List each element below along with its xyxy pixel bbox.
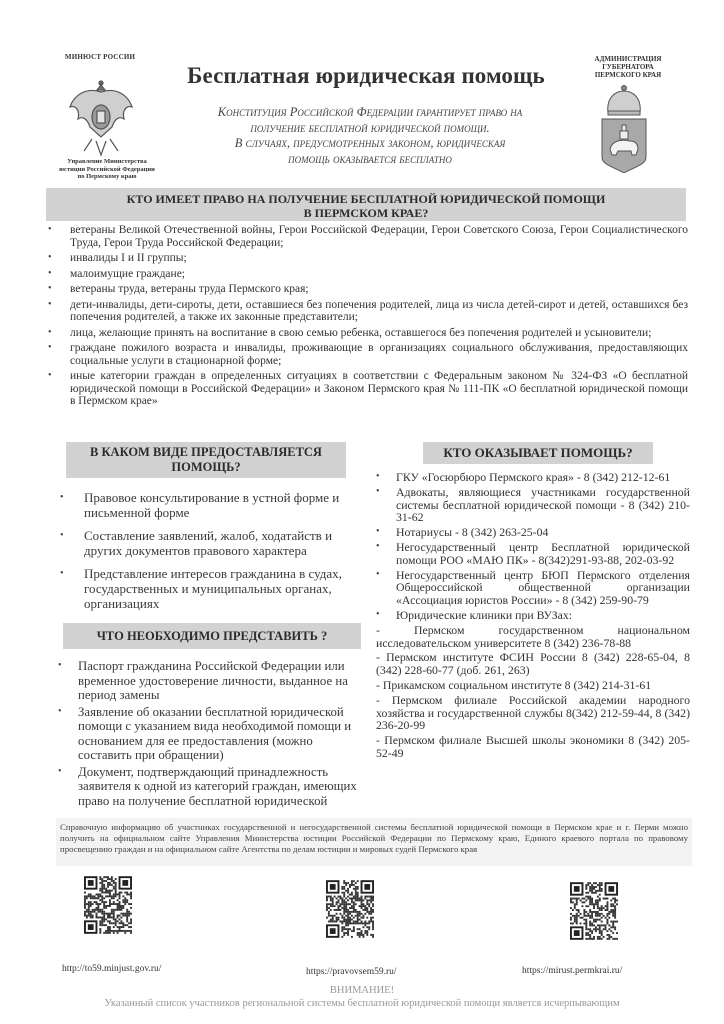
list-item <box>376 471 690 484</box>
list-item <box>48 283 688 296</box>
bullet-icon: • <box>48 370 52 381</box>
clinic-item: - Пермском филиале Высшей школы экономики 8 (342) 205-52-49 <box>376 733 690 760</box>
list-item <box>58 705 368 763</box>
list-item <box>48 252 688 265</box>
list-item-text: Паспорт гражданина Российской Федерации или временное удостоверение личности, выданное на период замены <box>78 659 348 702</box>
list-item <box>376 569 690 607</box>
link-mirust[interactable]: https://mirust.permkrai.ru/ <box>522 966 623 976</box>
list-item-text: Составление заявлений, жалоб, ходатайств и других документов правового характера <box>84 528 333 558</box>
page-title: Бесплатная юридическая помощь <box>187 63 545 88</box>
minjust-department-line: юстиции Российской Федерации <box>59 165 155 173</box>
list-item-text: инвалиды I и II группы; <box>70 252 187 264</box>
qr-code-icon[interactable] <box>326 880 374 938</box>
section-heading-who-eligible <box>46 188 686 221</box>
clinic-item: - Прикамском социальном институте 8 (342) 214-31-61 <box>376 677 652 692</box>
clinic-item: - Пермском государственном национальном исследовательском университете 8 (342) 236-78-88 <box>376 622 690 650</box>
list-item-text: Юридические клиники при ВУЗах: <box>396 607 573 622</box>
bullet-icon: • <box>48 224 52 235</box>
statement-line: Конституция Российской Федерации гарантирует право на <box>217 105 523 119</box>
clinic-item: - Пермском институте ФСИН России 8 (342) 228-65-04, 8 (342) 228-60-77 (доб. 261, 263) <box>376 650 690 678</box>
qr-code-icon[interactable] <box>84 876 132 934</box>
list-item-text: граждане пожилого возраста и инвалиды, проживающие в организациях социального обслуживания, предоставляющих социальные услуги в стационарной форме; <box>70 342 688 367</box>
list-item-text: ветераны труда, ветераны труда Пермского края; <box>70 283 309 295</box>
providers-list <box>376 471 690 762</box>
bullet-icon: • <box>60 530 64 541</box>
list-item <box>58 659 368 703</box>
list-item-text: ветераны Великой Отечественной войны, Герои Российской Федерации, Герои Советского Союза, Герои Социалистического Труда, Герои Труда Российской Федерации; <box>70 224 688 249</box>
admin-line: ПЕРМСКОГО КРАЯ <box>594 71 662 79</box>
bullet-icon: • <box>58 765 62 777</box>
bullet-icon: • <box>376 485 380 497</box>
list-item <box>376 526 690 539</box>
qr-code-icon[interactable] <box>570 882 618 940</box>
perm-krai-coat-of-arms-icon <box>598 83 650 173</box>
list-item <box>48 224 688 249</box>
bullet-icon: • <box>376 608 380 620</box>
double-headed-eagle-emblem-icon <box>66 77 136 157</box>
list-item <box>48 268 688 281</box>
bullet-icon: • <box>48 298 52 310</box>
list-item-text: Нотариусы - 8 (342) 263-25-04 <box>396 525 549 540</box>
minjust-department <box>42 158 172 181</box>
bullet-icon: • <box>376 568 380 580</box>
bullet-icon: • <box>48 252 52 263</box>
bullet-icon: • <box>60 568 64 579</box>
bullet-icon: • <box>376 471 380 482</box>
list-item-text: иные категории граждан в определенных ситуациях в соответствии с Федеральным законом № 324-ФЗ «О бесплатной юридической помощи в Российской Федерации» и Законом Пермского края № 111-ПК «О бесплатной юридической помощи в Пермском крае» <box>70 370 688 407</box>
statement-line: помощь оказывается бесплатно <box>288 151 452 166</box>
list-item-text: малоимущие граждане; <box>70 267 185 280</box>
bullet-icon: • <box>48 267 52 279</box>
bullet-icon: • <box>376 540 380 552</box>
list-item <box>376 609 690 622</box>
list-item <box>58 765 368 809</box>
link-pravovsem[interactable]: https://pravovsem59.ru/ <box>306 967 397 977</box>
bullet-icon: • <box>58 660 62 671</box>
admin-line: АДМИНИСТРАЦИЯ <box>594 55 662 63</box>
bullet-icon: • <box>48 326 52 338</box>
required-documents-list <box>58 659 368 810</box>
list-item <box>48 342 688 367</box>
bullet-icon: • <box>48 342 52 353</box>
heading-line: В ПЕРМСКОМ КРАЕ? <box>303 206 429 220</box>
list-item-text: ГКУ «Госюрбюро Пермского края» - 8 (342) 212-12-61 <box>396 470 671 484</box>
warning-title: ВНИМАНИЕ! <box>329 985 395 996</box>
minjust-department-line: Управление Министерства <box>67 158 147 165</box>
constitution-statement <box>178 105 562 167</box>
link-minjust[interactable]: http://to59.minjust.gov.ru/ <box>62 964 162 974</box>
bullet-icon: • <box>60 492 64 503</box>
list-item-text: Правовое консультирование в устной форме и письменной форме <box>84 490 340 520</box>
list-item-text: Адвокаты, являющиеся участниками государственной системы бесплатной юридической помощи - 8 (342) 210-31-62 <box>396 484 690 525</box>
bullet-icon: • <box>58 705 62 717</box>
admin-line: ГУБЕРНАТОРА <box>602 63 654 71</box>
section-heading-how-provided <box>66 442 346 478</box>
list-item-text: дети-инвалиды, дети-сироты, дети, оставшиеся без попечения родителей, лица из числа детей-сирот и детей, оставшихся без попечения родителей, а также их законные представители; <box>70 298 688 323</box>
list-item <box>60 566 350 611</box>
minjust-label: МИНЮСТ РОССИИ <box>64 53 136 61</box>
list-item <box>376 486 690 524</box>
bullet-icon: • <box>376 526 380 538</box>
section-heading-who-provides: КТО ОКАЗЫВАЕТ ПОМОЩЬ? <box>423 442 653 464</box>
list-item <box>48 299 688 324</box>
bullet-icon: • <box>48 283 52 294</box>
list-item-text: лица, желающие принять на воспитание в свою семью ребенка, оставшегося без попечения родителей и усыновители; <box>70 326 652 339</box>
heading-line: КТО ИМЕЕТ ПРАВО НА ПОЛУЧЕНИЕ БЕСПЛАТНОЙ ЮРИДИЧЕСКОЙ ПОМОЩИ <box>126 192 606 206</box>
list-item-text: Заявление об оказании бесплатной юридической помощи с указанием вида необходимой помощи и основанием для ее предоставления (можно составить при обращении) <box>78 704 352 762</box>
list-item-text: Представление интересов гражданина в судах, государственных и муниципальных органах, организациях <box>84 566 342 611</box>
help-types-list <box>60 490 350 619</box>
list-item <box>48 370 688 408</box>
reference-info: Справочную информацию об участниках государственной и негосударственной системы бесплатной юридической помощи в Пермском крае и г. Перми можно получить на официальном сайте Управления Министерства юстиции Российской Федерации по Пермскому краю, Единого краевого портала по правовому просвещению граждан и на официальном сайте Агентства по делам юстиции и мировых судей Пермского края <box>56 818 692 866</box>
statement-line: получение бесплатной юридической помощи. <box>250 120 490 135</box>
statement-line: В случаях, предусмотренных законом, юридическая <box>234 136 506 150</box>
heading-line: В КАКОМ ВИДЕ ПРЕДОСТАВЛЯЕТСЯ <box>90 445 322 459</box>
list-item <box>60 490 350 520</box>
list-item-text: Негосударственный центр Бесплатной юридической помощи РОО «МАЮ ПК» - 8(342)291-93-88, 202-03-92 <box>396 539 690 567</box>
heading-line: ПОМОЩЬ? <box>171 459 241 474</box>
list-item <box>376 541 690 567</box>
list-item-text: Негосударственный центр БЮП Пермского отделения Общероссийской общественной организации «Ассоциация юристов России» - 8 (342) 259-90-79 <box>396 567 690 608</box>
minjust-department-line: по Пермскому краю <box>77 173 137 180</box>
warning-text: Указанный список участников региональной системы бесплатной юридической помощи является исчерпывающим <box>104 998 620 1009</box>
list-item <box>60 528 350 558</box>
list-item <box>48 327 688 340</box>
list-item-text: Документ, подтверждающий принадлежность заявителя к одной из категорий граждан, имеющих право на получение бесплатной юридической <box>78 764 357 808</box>
clinic-item: - Пермском филиале Российской академии народного хозяйства и государственной службы 8(342) 212-59-44, 8 (342) 236-20-99 <box>376 692 690 733</box>
section-heading-required-documents: ЧТО НЕОБХОДИМО ПРЕДСТАВИТЬ ? <box>63 623 361 649</box>
governor-administration-label <box>580 55 676 79</box>
eligible-list <box>48 224 688 411</box>
